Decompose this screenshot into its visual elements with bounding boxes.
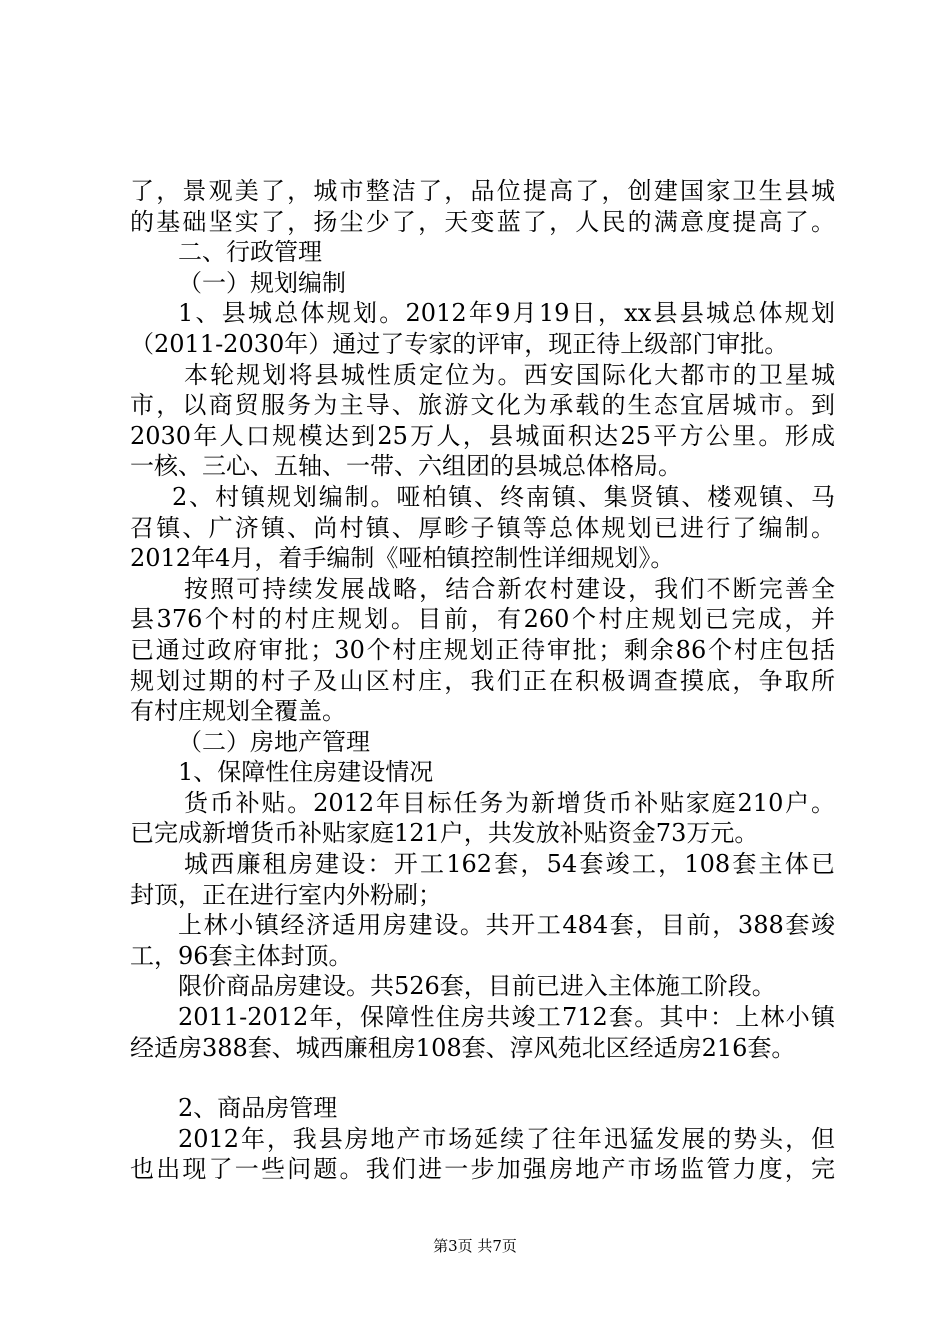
paragraph-line: 也出现了一些问题。我们进一步加强房地产市场监管力度，完 xyxy=(130,1155,835,1184)
paragraph-line: 市，以商贸服务为主导、旅游文化为承载的生态宜居城市。到 xyxy=(130,391,835,420)
subsection-heading: （一）规划编制 xyxy=(178,268,346,297)
paragraph-line: （2011-2030年）通过了专家的评审，现正待上级部门审批。 xyxy=(130,329,789,358)
blank-line xyxy=(130,1063,835,1093)
paragraph-line: 上林小镇经济适用房建设。共开工484套，目前，388套竣 xyxy=(178,911,835,940)
paragraph-line: 县376个村的村庄规划。目前，有260个村庄规划已完成，并 xyxy=(130,605,835,634)
paragraph-line: 工，96套主体封顶。 xyxy=(130,941,353,970)
paragraph-line: 限价商品房建设。共526套，目前已进入主体施工阶段。 xyxy=(178,972,776,1001)
paragraph-line: 2030年人口规模达到25万人，县城面积达25平方公里。形成 xyxy=(130,421,835,450)
paragraph-line: 召镇、广济镇、尚村镇、厚畛子镇等总体规划已进行了编制。 xyxy=(130,513,835,542)
paragraph-line: 本轮规划将县城性质定位为。西安国际化大都市的卫星城 xyxy=(184,360,835,389)
body-text xyxy=(130,176,835,1185)
paragraph-line: 的基础坚实了，扬尘少了，天变蓝了，人民的满意度提高了。 xyxy=(130,207,835,236)
paragraph-line: 城西廉租房建设：开工162套，54套竣工，108套主体已 xyxy=(184,850,835,879)
paragraph-line: 经适房388套、城西廉租房108套、淳风苑北区经适房216套。 xyxy=(130,1033,796,1062)
paragraph-line: 2、村镇规划编制。哑柏镇、终南镇、集贤镇、楼观镇、马 xyxy=(172,482,835,511)
paragraph-line: 已完成新增货币补贴家庭121户，共发放补贴资金73万元。 xyxy=(130,819,759,848)
paragraph-line: 2012年4月，着手编制《哑柏镇控制性详细规划》。 xyxy=(130,544,675,573)
paragraph-line: 2011-2012年，保障性住房共竣工712套。其中：上林小镇 xyxy=(178,1003,835,1032)
paragraph-line: 规划过期的村子及山区村庄，我们正在积极调查摸底，争取所 xyxy=(130,666,835,695)
paragraph-line: 1、县城总体规划。2012年9月19日，xx县县城总体规划 xyxy=(178,299,835,328)
paragraph-line: 一核、三心、五轴、一带、六组团的县城总体格局。 xyxy=(130,452,682,481)
paragraph-line: 了，景观美了，城市整洁了，品位提高了，创建国家卫生县城 xyxy=(130,177,835,205)
item-heading: 2、商品房管理 xyxy=(178,1094,338,1123)
section-heading: 二、行政管理 xyxy=(178,238,322,267)
paragraph-line: 按照可持续发展战略，结合新农村建设，我们不断完善全 xyxy=(184,574,835,603)
paragraph-line: 货币补贴。2012年目标任务为新增货币补贴家庭210户。 xyxy=(184,788,835,817)
paragraph-line: 2012年，我县房地产市场延续了往年迅猛发展的势头，但 xyxy=(178,1124,835,1153)
page-footer: 第3页 共7页 xyxy=(433,1237,517,1255)
paragraph-line: 有村庄规划全覆盖。 xyxy=(130,697,346,726)
paragraph-line: 封顶，正在进行室内外粉刷； xyxy=(130,880,442,909)
subsection-heading: （二）房地产管理 xyxy=(178,727,370,756)
item-heading: 1、保障性住房建设情况 xyxy=(178,758,434,787)
paragraph-line: 已通过政府审批；30个村庄规划正待审批；剩余86个村庄包括 xyxy=(130,635,835,664)
